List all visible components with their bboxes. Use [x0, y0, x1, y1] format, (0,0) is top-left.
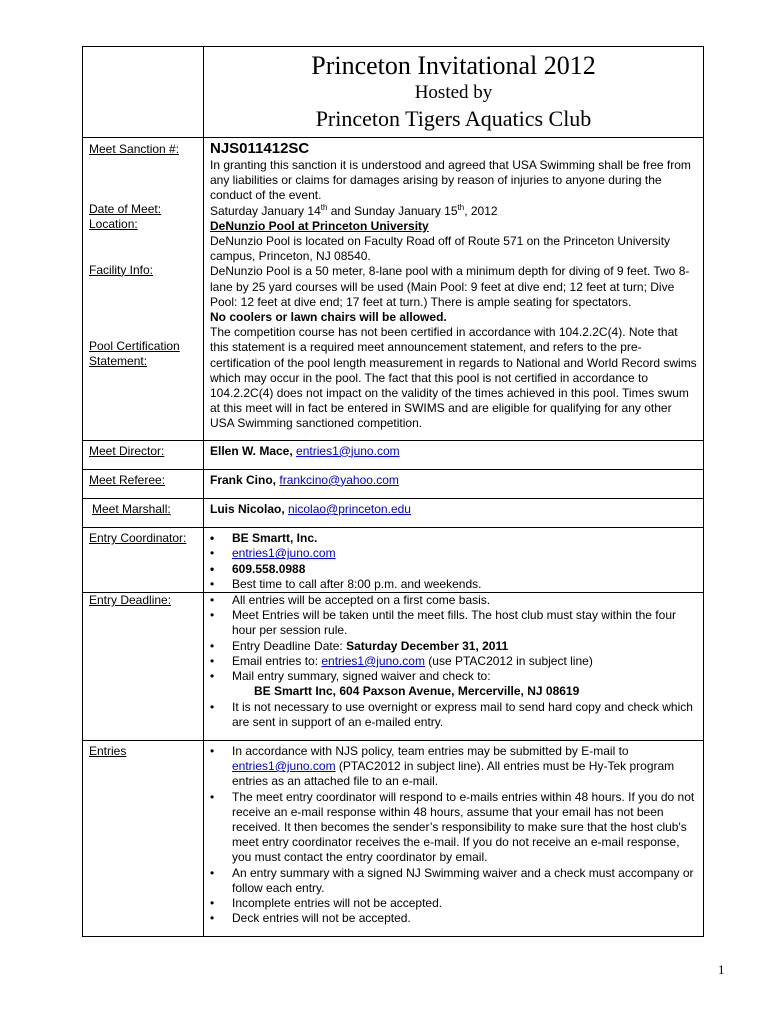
- certification-text: The competition course has not been certified in accordance with 104.2.2C(4). Note that this statement is a required meet announcement statement, and refers to the pre-certification of the pool length measurement in regards to National and World Record swims which may occur in the pool. The fact that this pool is not certified in accordance to 104.2.2C(4) does not impact on the validity of the times achieved in this pool. Times swum at this meet will in fact be entered in SWIMS and are eligible for qualifying for any other USA Swimming sanctioned competition.: [210, 325, 697, 431]
- sanction-text: In granting this sanction it is understood and agreed that USA Swimming shall be free from any liabilities or claims for damages arising by reason of injuries to anyone during the conduct of the event.: [210, 158, 691, 203]
- director-name: Ellen W. Mace,: [210, 443, 293, 458]
- marshall-cell: [204, 499, 704, 528]
- list-item: • An entry summary with a signed NJ Swimming waiver and a check must accompany or follow each entry.: [232, 866, 697, 896]
- date-label: Date of Meet:: [89, 202, 162, 217]
- list-item: • BE Smartt, Inc.: [232, 531, 697, 546]
- entries-list: [210, 744, 697, 926]
- list-item: • All entries will be accepted on a first come basis.: [232, 593, 697, 608]
- entries-email-link[interactable]: entries1@juno.com: [232, 759, 336, 774]
- coordinator-cell: [204, 528, 704, 593]
- marshall-label: Meet Marshall:: [92, 502, 171, 517]
- list-item: • Mail entry summary, signed waiver and check to: BE Smartt Inc, 604 Paxson Avenue, Mercerville, NJ 08619: [232, 669, 697, 699]
- entries-label-cell: [83, 740, 204, 936]
- location-label: Location:: [89, 217, 138, 232]
- deadline-cell: [204, 593, 704, 741]
- list-item: • Deck entries will not be accepted.: [232, 911, 697, 926]
- host-club: Princeton Tigers Aquatics Club: [315, 106, 592, 131]
- title-cell: [204, 47, 704, 138]
- list-item: • Email entries to: entries1@juno.com (use PTAC2012 in subject line): [232, 654, 697, 669]
- list-item: • 609.558.0988: [232, 562, 697, 577]
- coordinator-list: [210, 531, 697, 592]
- referee-name: Frank Cino,: [210, 472, 277, 487]
- entries-cell: [204, 740, 704, 936]
- meta-values-cell: [204, 138, 704, 441]
- director-email-link[interactable]: entries1@juno.com: [296, 443, 400, 458]
- facility-label: Facility Info:: [89, 262, 154, 277]
- director-cell: [204, 440, 704, 469]
- referee-cell: [204, 469, 704, 498]
- certification-label-1: Pool Certification: [89, 338, 180, 353]
- referee-email-link[interactable]: frankcino@yahoo.com: [279, 472, 399, 487]
- meet-info-document: [82, 46, 704, 937]
- list-item: • The meet entry coordinator will respond to e-mails entries within 48 hours. If you do not receive an e-mail response within 48 hours, assume that your email has not been received. It then becomes the sender’s responsibility to make sure that the host club's meet entry coordinator receives the e-mail. If you do not receive an e-mail response, you must contact the entry coordinator by email.: [232, 790, 697, 866]
- director-label: Meet Director:: [89, 443, 165, 458]
- page-number: 1: [718, 962, 725, 977]
- director-label-cell: [83, 440, 204, 469]
- marshall-name: Luis Nicolao,: [210, 502, 285, 517]
- hosted-by: Hosted by: [414, 82, 493, 103]
- list-item: • Entry Deadline Date: Saturday December 31, 2011: [232, 639, 697, 654]
- meet-title: Princeton Invitational 2012: [311, 51, 596, 80]
- coordinator-email-link[interactable]: entries1@juno.com: [232, 546, 336, 561]
- list-item: • In accordance with NJS policy, team entries may be submitted by E-mail to entries1@juno.com (PTAC2012 in subject line). All entries must be Hy-Tek program entries as an attached file to an e-mail.: [232, 744, 697, 790]
- deadline-label-cell: [83, 593, 204, 741]
- deadline-label: Entry Deadline:: [89, 593, 172, 608]
- list-item: • Meet Entries will be taken until the meet fills. The host club must stay within the four hour per session rule.: [232, 608, 697, 638]
- marshall-email-link[interactable]: nicolao@princeton.edu: [288, 502, 411, 517]
- location-name: DeNunzio Pool at Princeton University: [210, 218, 429, 233]
- list-item: [232, 546, 697, 561]
- list-item: • Best time to call after 8:00 p.m. and weekends.: [232, 577, 697, 592]
- list-item: • Incomplete entries will not be accepted.: [232, 896, 697, 911]
- sanction-number: NJS011412SC: [210, 140, 310, 157]
- coordinator-label-cell: [83, 528, 204, 593]
- meta-labels-cell: [83, 138, 204, 441]
- title-label-cell: [83, 47, 204, 138]
- facility-text: DeNunzio Pool is a 50 meter, 8-lane pool with a minimum depth for diving of 9 feet. Two 8-lane by 25 yard courses will be used (Main Pool: 9 feet at dive end; 12 feet at turn; Dive Pool: 12 feet at dive end; 17 feet at turn.) There is ample seating for spectators.: [210, 264, 690, 309]
- facility-warning: No coolers or lawn chairs will be allowed.: [210, 310, 447, 325]
- referee-label: Meet Referee:: [89, 472, 166, 487]
- list-item: • It is not necessary to use overnight or express mail to send hard copy and check which are sent in support of an e-mailed entry.: [232, 700, 697, 730]
- mail-address: BE Smartt Inc, 604 Paxson Avenue, Mercerville, NJ 08619: [254, 684, 580, 699]
- meet-date: Saturday January 14th and Sunday January 15th, 2012: [210, 202, 498, 218]
- certification-label-2: Statement:: [89, 354, 148, 369]
- meet-info-table: [82, 46, 704, 937]
- location-text: DeNunzio Pool is located on Faculty Road off of Route 571 on the Princeton University campus, Princeton, NJ 08540.: [210, 234, 671, 264]
- marshall-label-cell: [83, 499, 204, 528]
- deadline-list: [210, 593, 697, 730]
- coordinator-label: Entry Coordinator:: [89, 531, 187, 546]
- sanction-label: Meet Sanction #:: [89, 142, 180, 156]
- deadline-email-link[interactable]: entries1@juno.com: [321, 653, 425, 668]
- referee-label-cell: [83, 469, 204, 498]
- entries-label: Entries: [89, 743, 127, 758]
